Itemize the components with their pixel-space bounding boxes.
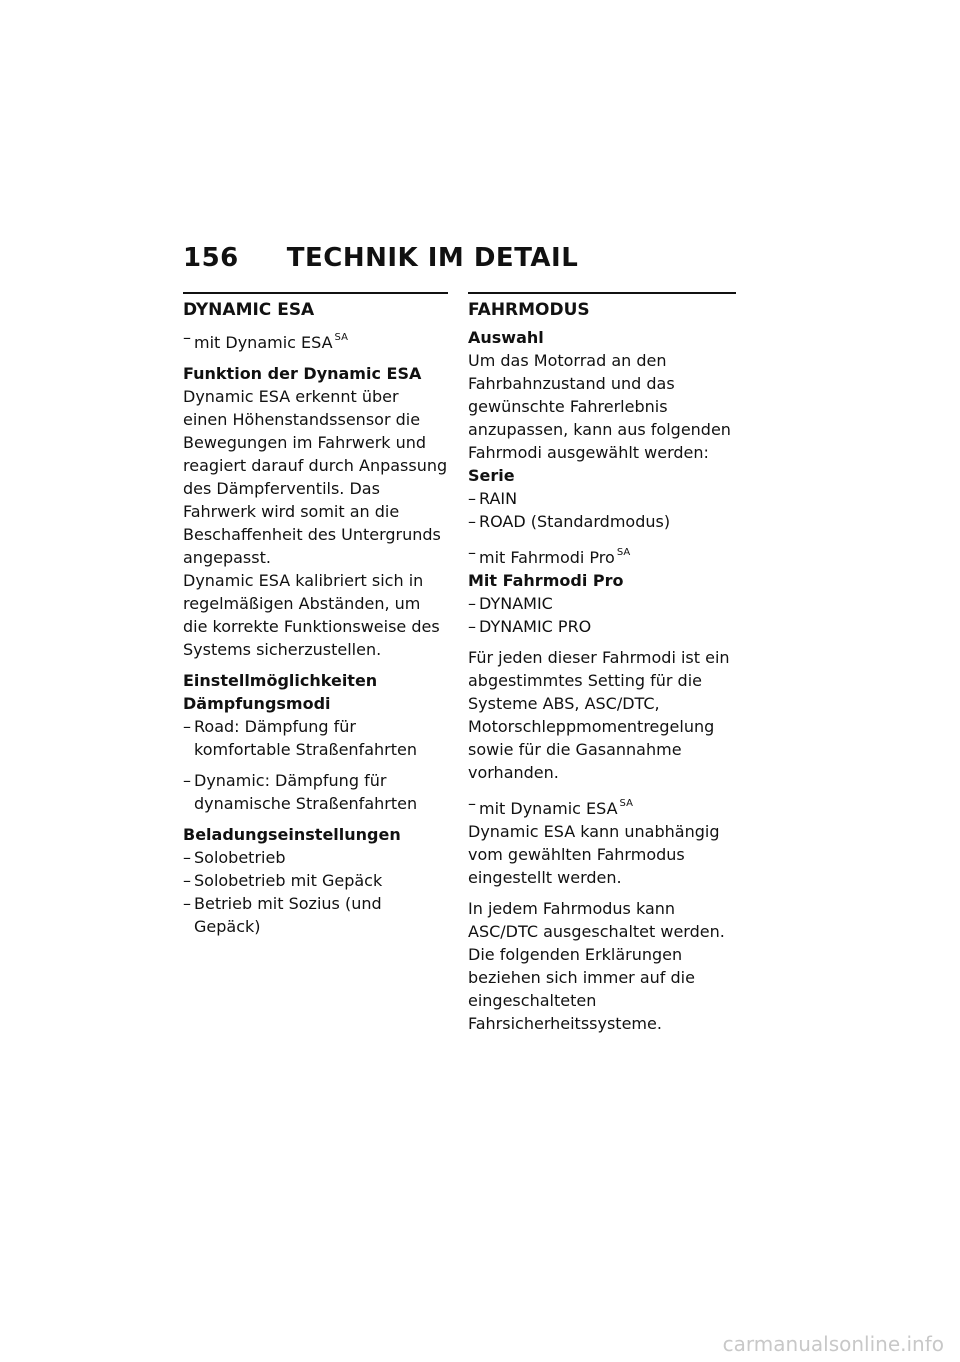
page-header bbox=[183, 243, 578, 273]
pro-heading: Mit Fahrmodi Pro bbox=[468, 571, 624, 590]
dash-icon: – bbox=[183, 717, 191, 736]
function-heading: Funktion der Dynamic ESA bbox=[183, 364, 422, 383]
dash-icon: – bbox=[468, 794, 476, 813]
list-item: – Betrieb mit Sozius (und Gepäck) bbox=[183, 894, 382, 936]
settings-heading: Einstellmöglichkeiten bbox=[183, 671, 378, 690]
list-item: – DYNAMIC PRO bbox=[468, 617, 592, 636]
right-column bbox=[468, 292, 736, 1035]
option-sup: SA bbox=[334, 332, 348, 343]
modes-paragraph: Für jeden dieser Fahrmodi ist ein abgestimmtes Setting für die Systeme ABS, ASC/DTC, Motorschleppmomentregelung sowie für die Gasannahme vorhanden. bbox=[468, 648, 730, 782]
section-divider bbox=[183, 292, 448, 294]
dash-icon: – bbox=[183, 871, 191, 890]
chapter-title: TECHNIK IM DETAIL bbox=[286, 243, 579, 273]
dash-icon: – bbox=[183, 771, 191, 790]
dash-icon: – bbox=[183, 894, 191, 913]
function-paragraph-2: Dynamic ESA kalibriert sich in regelmäßigen Abständen, um die korrekte Funktionsweise des Systems sicherzustellen. bbox=[183, 571, 440, 659]
function-paragraph-1: Dynamic ESA erkennt über einen Höhenstandssensor die Bewegungen im Fahrwerk und reagiert darauf durch Anpassung des Dämpferventils. Das Fahrwerk wird somit an die Beschaffenheit des Untergrunds angepasst. bbox=[183, 387, 448, 567]
auswahl-heading: Auswahl bbox=[468, 328, 544, 347]
dash-icon: – bbox=[468, 594, 476, 613]
page-number: 156 bbox=[183, 243, 239, 273]
dash-icon: – bbox=[468, 489, 476, 508]
section-title-dynamic-esa: DYNAMIC ESA bbox=[183, 300, 315, 320]
list-item: – DYNAMIC bbox=[468, 594, 553, 613]
list-item: – ROAD (Standardmodus) bbox=[468, 512, 671, 531]
list-item: – Solobetrieb bbox=[183, 848, 286, 867]
dash-icon: – bbox=[183, 848, 191, 867]
list-item: – Solobetrieb mit Gepäck bbox=[183, 871, 383, 890]
list-item: – Dynamic: Dämpfung für dynamische Straßenfahrten bbox=[183, 771, 418, 813]
dash-icon: – bbox=[468, 512, 476, 531]
list-item: – Road: Dämpfung für komfortable Straßenfahrten bbox=[183, 717, 417, 759]
watermark: carmanualsonline.info bbox=[722, 1332, 944, 1356]
damping-heading: Dämpfungsmodi bbox=[183, 694, 331, 713]
section-divider bbox=[468, 292, 736, 294]
dash-icon: – bbox=[183, 328, 191, 347]
dash-icon: – bbox=[468, 543, 476, 562]
left-column bbox=[183, 292, 448, 938]
asc-paragraph: In jedem Fahrmodus kann ASC/DTC ausgeschaltet werden. Die folgenden Erklärungen beziehen sich immer auf die eingeschalteten Fahrsicherheitssysteme. bbox=[468, 899, 725, 1033]
esa-paragraph: Dynamic ESA kann unabhängig vom gewählten Fahrmodus eingestellt werden. bbox=[468, 822, 720, 887]
list-item: – RAIN bbox=[468, 489, 518, 508]
serie-heading: Serie bbox=[468, 466, 515, 485]
section-title-fahrmodus: FAHRMODUS bbox=[468, 300, 590, 320]
option-line: – mit Dynamic ESA $^{SA}$ bbox=[468, 794, 633, 818]
option-text: mit Dynamic ESA bbox=[194, 333, 333, 352]
option-line bbox=[183, 326, 448, 354]
dash-icon: – bbox=[468, 617, 476, 636]
option-line: – mit Fahrmodi Pro $^{SA}$ bbox=[468, 543, 631, 567]
load-heading: Beladungseinstellungen bbox=[183, 825, 401, 844]
auswahl-paragraph: Um das Motorrad an den Fahrbahnzustand und das gewünschte Fahrerlebnis anzupassen, kann aus folgenden Fahrmodi ausgewählt werden: bbox=[468, 351, 731, 462]
